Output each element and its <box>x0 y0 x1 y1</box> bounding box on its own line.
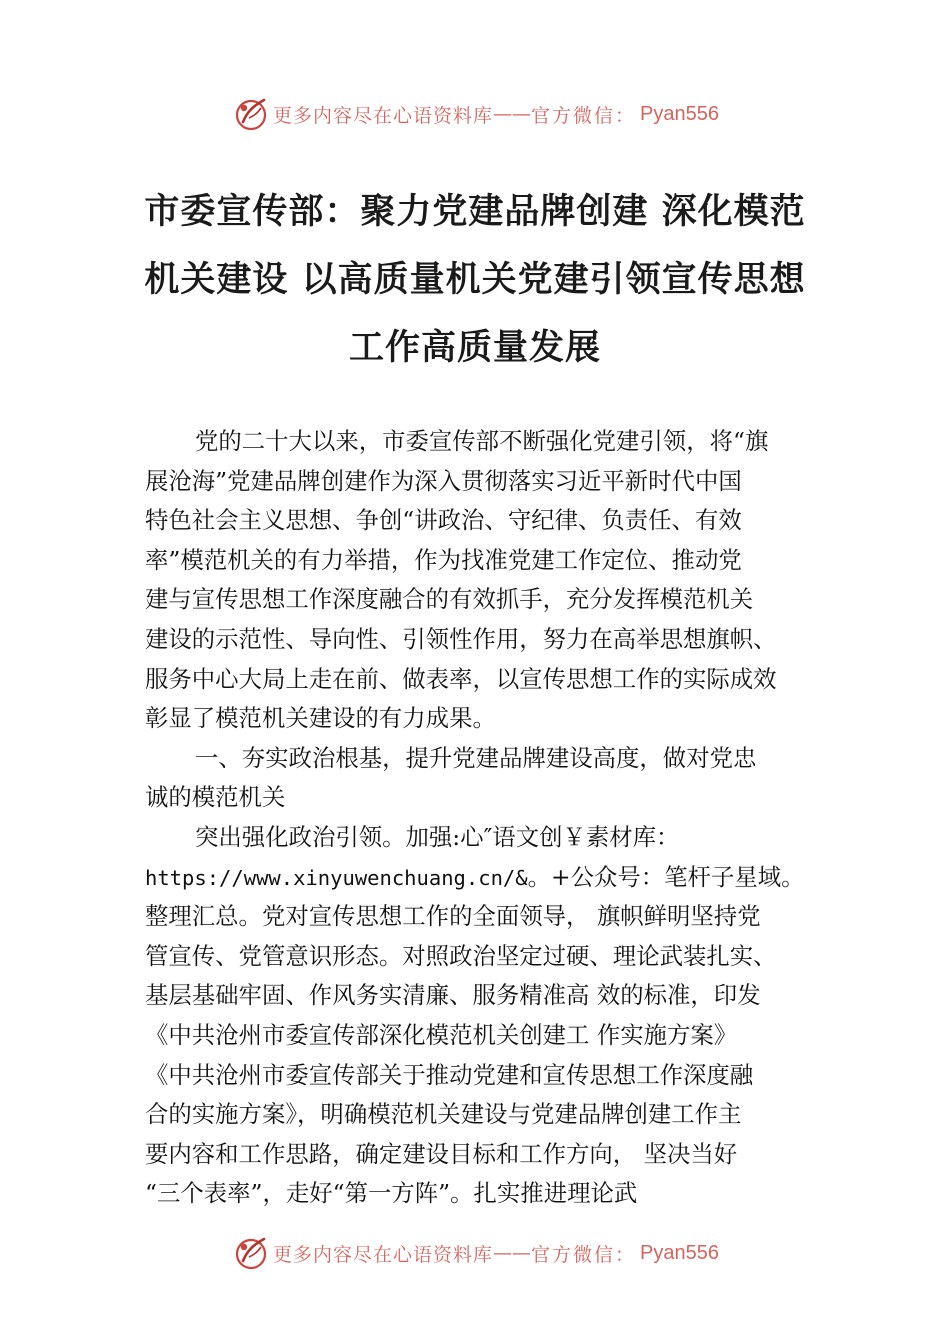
banner-wechat-id: Pyan556 <box>640 102 719 125</box>
title-line: 市委宣传部：聚力党建品牌创建 深化模范 <box>144 191 806 232</box>
title-line: 工作高质量发展 <box>348 327 601 368</box>
banner-separator: —— <box>493 103 532 125</box>
body-line: 展沧海”党建品牌创建作为深入贯彻落实习近平新时代中国 <box>145 466 742 495</box>
body-line: 合的实施方案》，明确模范机关建设与党建品牌创建工作主 <box>145 1100 742 1129</box>
body-line: 基层基础牢固、作风务实清廉、服务精准高 效的标准，印发 <box>145 981 761 1010</box>
url-text: https://www.xinyuwenchuang.cn/& <box>145 865 528 890</box>
body-line: 建与宣传思想工作深度融合的有效抓手，充分发挥模范机关 <box>145 585 754 614</box>
body-line: 党的二十大以来，市委宣传部不断强化党建引领，将“旗 <box>195 427 769 455</box>
body-line: 《中共沧州市委宣传部关于推动党建和宣传思想工作深度融 <box>145 1060 754 1089</box>
banner-wechat-label: 官方微信： <box>531 1243 637 1266</box>
body-line: “三个表率”，走好“第一方阵”。扎实推进理论武 <box>145 1179 638 1208</box>
section-heading-line: 一、夯实政治根基，提升党建品牌建设高度，做对党忠 <box>195 743 757 772</box>
document-body <box>145 422 815 1214</box>
footer-banner <box>0 1231 950 1275</box>
document-title <box>130 178 820 382</box>
banner-separator: —— <box>493 1242 532 1264</box>
body-line: 《中共沧州市委宣传部深化模范机关创建工 作实施方案》 <box>145 1020 738 1049</box>
body-line: 彰显了模范机关建设的有力成果。 <box>145 704 496 733</box>
body-line: 建设的示范性、导向性、引领性作用，努力在高举思想旗帜、 <box>145 624 777 653</box>
xinyu-logo-icon <box>231 94 271 134</box>
banner-text: 更多内容尽在心语资料库 <box>273 104 494 127</box>
body-line-url <box>145 858 815 898</box>
body-line: 管宣传、党管意识形态。对照政治坚定过硬、理论武装扎实、 <box>145 941 777 970</box>
header-banner <box>0 92 950 136</box>
xinyu-logo-icon <box>231 1233 271 1273</box>
body-line: 率”模范机关的有力举措，作为找准党建工作定位、推动党 <box>145 545 742 574</box>
banner-text: 更多内容尽在心语资料库 <box>273 1243 494 1266</box>
section-heading-line: 诚的模范机关 <box>145 783 286 812</box>
body-line: 整理汇总。党对宣传思想工作的全面领导， 旗帜鲜明坚持党 <box>145 902 761 931</box>
url-suffix-text: 。+公众号：笔杆子星域。 <box>527 862 805 891</box>
body-line: 突出强化政治引领。加强:心″语文创￥素材库： <box>195 822 680 851</box>
banner-wechat-id: Pyan556 <box>640 1241 719 1264</box>
body-line: 特色社会主义思想、争创“讲政治、守纪律、负责任、有效 <box>145 506 742 535</box>
banner-wechat-label: 官方微信： <box>531 104 637 127</box>
body-line: 要内容和工作思路，确定建设目标和工作方向， 坚决当好 <box>145 1139 738 1168</box>
title-line: 机关建设 以高质量机关党建引领宣传思想 <box>144 259 806 300</box>
body-line: 服务中心大局上走在前、做表率，以宣传思想工作的实际成效 <box>145 664 777 693</box>
